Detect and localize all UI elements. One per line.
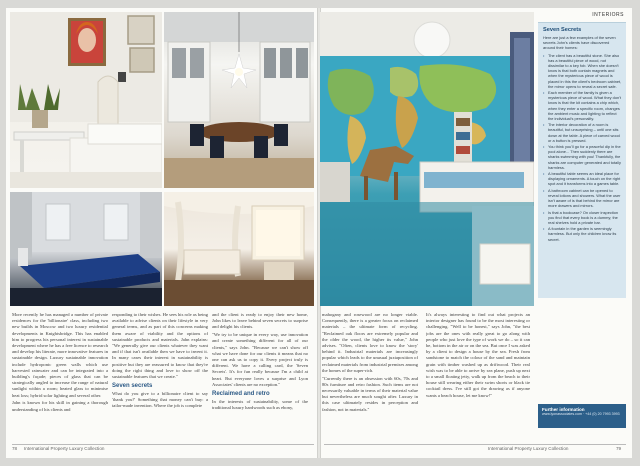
list-item: • A bathroom cabinet can be opened to reveal lotions and showers. What the user isn't aware of is that behind the mirror are more drawers and mirrors. bbox=[543, 188, 622, 209]
list-item: • A beautiful table seems an ideal place for displaying ornaments. A touch on the right spot and it transforms into a games table. bbox=[543, 171, 622, 187]
seven-secrets-box bbox=[538, 22, 626, 298]
left-page-number: 78 bbox=[12, 446, 18, 451]
canopy-bedroom-photo bbox=[164, 192, 314, 306]
paragraph: In the interests of sustainability, some of the traditional luxury hardwoods such as ebony, bbox=[212, 398, 308, 410]
secrets-list bbox=[543, 53, 622, 242]
right-footer-title: International Property Luxury Collection bbox=[488, 446, 569, 451]
text-column-4 bbox=[322, 312, 418, 440]
text-column-5 bbox=[426, 312, 530, 440]
dining-room-photo bbox=[164, 12, 314, 188]
paragraph: More recently he has managed a number of private residences for the 'billionaire' class, including two new builds in Moscow and two luxury residential developments in Knightsbridge. This has enabled him to progress his personal interest in sustainable development where he has a free licence to research and develop his literate, more innovative features in sustainable design. Luxury sustainable innovation include hydroponic green walls which use harvested rainwater and can be integrated into a building's façade; pieces of glass that can be strategically angled to increase the range of natural sunlight within a room; heated glass to minimise heat loss; hybrid solar lighting and several other. bbox=[12, 312, 108, 398]
footer-rule-right bbox=[324, 444, 626, 445]
bedroom-photo bbox=[10, 192, 162, 306]
list-item: • A fountain in the garden is seemingly harmless. But only the children know its secret. bbox=[543, 226, 622, 242]
paragraph: and the client is ready to enjoy their new home, John likes to leave behind seven secrets to surprise and delight his clients. bbox=[212, 312, 308, 330]
paragraph: "Currently there is an obsession with 60s, 70s and 80s furniture and retro fashion. Such items are not necessarily valuable in terms of their material value but nevertheless are much sought after. Luxury in this case ultimately resides in perception and fashion, not in materials." bbox=[322, 375, 418, 412]
sidebar-title: Seven Secrets bbox=[543, 27, 582, 33]
list-item: • Each member of the family is given a mysterious piece of wood. What they don't know is that the kit contains a chip which, when they enter a specific room, changes the ambient music and lighting to reflect the individual's personality. bbox=[543, 90, 622, 121]
left-footer-title: International Property Luxury Collection bbox=[24, 446, 105, 451]
paragraph: What do you give to a billionaire client to say 'thank you?' Something that money can't buy: a tailor-made invention. Where the job is complete bbox=[112, 390, 208, 409]
sidebar bbox=[538, 12, 626, 436]
paragraph: It's always interesting to find out what projects an interior designer has found to be the most interesting or challenging. "Well to be honest," says John, "the best jobs are the ones with really great to go along with people who just love the type of work we do – so it can be, bottom in the air or on the sea. But once I was asked by a client to design a house by the sea. Fresh from sandstone to match the colour of the sand and maintain grain with timber washed up as driftwood. Their real wish was to be able to arrive by sea plane, push up next to a small floating jetty, walk up from the beach to their house still wearing either their swim shorts or black tie cocktail dress. I've still got the drawing as if anyone wants a beach house, let me know!" bbox=[426, 312, 530, 398]
paragraph: responding to their wishes. He sees his role as being available to advise clients on their lifestyle in very general terms, and as part of this concerns making them aware of viability and the options of sustainable products and materials. Jahn explains: "We generally give our clients whatever they want and if that isn't available then we have to invent it. In many cases their interest in sustainability is positive but they are reassured to know that they're doing the right thing and love to show off the sustainable features that we create." bbox=[112, 312, 208, 380]
list-item: • You think you'll go for a peaceful dip in the pool alone... Then suddenly there are sharks swimming with you! Thankfully, the sharks are computer generated and totally harmless. bbox=[543, 144, 622, 170]
list-item: • The client has a beautiful stone. She also has a beautiful piece of wood, not dissimilar to a key fob. When she doesn't know is that both contain magnets and when the mysterious piece of wood is placed in this the client's bedroom cabinet, the mirror opens to reveal a secret safe. bbox=[543, 53, 622, 89]
further-information-title: Further information bbox=[542, 407, 585, 412]
further-information-box bbox=[538, 404, 626, 428]
subheading-reclaimed-and-retro: Reclaimed and retro bbox=[212, 390, 270, 397]
list-item: • The interior decoration of a room is beautiful, but unsurprising – until one sits down at the table. A piece of carved wood or a button is pressed. bbox=[543, 122, 622, 143]
living-room-photo bbox=[10, 12, 162, 188]
text-column-3 bbox=[212, 312, 308, 440]
text-column-1 bbox=[12, 312, 108, 440]
paragraph: mahogany and rosewood are no longer viable. Consequently, there is a greater focus on reclaimed materials – the ultimate form of recycling. "Reclaimed oak floors are extremely popular and the older the wood, the higher its value," John advises. "Often, clients love to know the 'story' behind it. Industrial materials are increasingly popular which leads to the unusual juxtaposition of reclaimed materials from industrial premises among the homes of the super-rich. bbox=[322, 312, 418, 373]
contact-details: www.lyonassociates.com · +44 (0) 20 7993 3993 bbox=[542, 412, 620, 416]
right-page-number: 79 bbox=[616, 446, 622, 451]
childrens-room-photo bbox=[320, 12, 534, 306]
list-item: • Is that a bookcase? On closer inspection you find that every book is a dummy; the real shelves hold a private bar. bbox=[543, 210, 622, 226]
section-label: INTERIORS bbox=[592, 12, 624, 18]
footer-rule-left bbox=[12, 444, 314, 445]
text-column-2 bbox=[112, 312, 208, 440]
subheading-seven-secrets: Seven secrets bbox=[112, 382, 153, 389]
paragraph: "We try to be unique in every way, use innovation and create something different for all of our clients," says John. "Because we can't show off what we have done for our clients it means that no one can ask us to copy it. Every project truly is different. We have a calling card, the 'Seven Secrets'. It's for fun really because I'm a child at heart. But everyone loves a surprise and Lyon Associates' clients are no exception." bbox=[212, 332, 308, 387]
paragraph: Jahn is known for his skill in gaining a thorough understanding of his clients and bbox=[12, 400, 108, 412]
sidebar-intro: Here are just a few examples of the seven secrets John's clients have discovered around their homes: bbox=[543, 35, 616, 51]
